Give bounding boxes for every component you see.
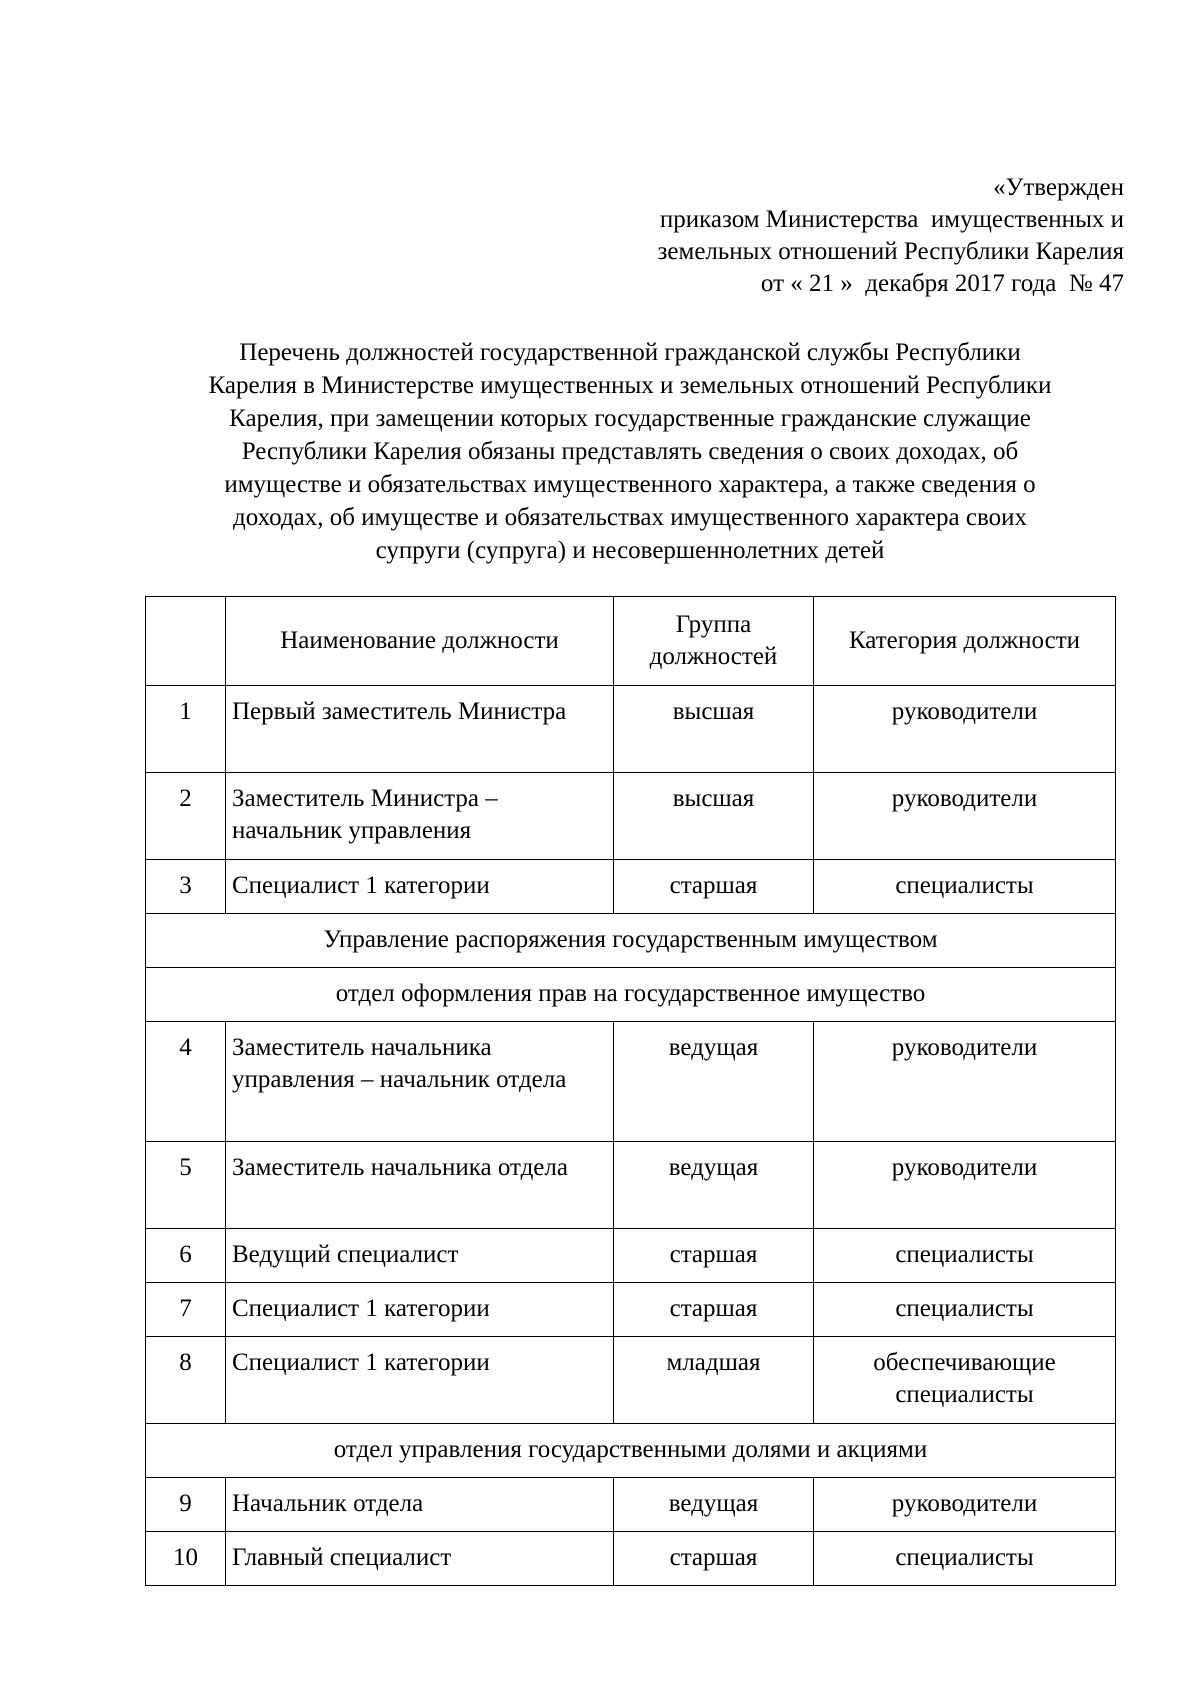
row-group: ведущая xyxy=(614,1478,814,1532)
positions-table xyxy=(145,596,1116,1586)
header-category: Категория должности xyxy=(814,597,1116,686)
row-category: специалисты xyxy=(814,860,1116,914)
section-title: Управление распоряжения государственным имуществом xyxy=(146,914,1116,968)
row-category: руководители xyxy=(814,1478,1116,1532)
table-row xyxy=(146,773,1116,860)
title-line: Карелия, при замещении которых государственные гражданские служащие xyxy=(229,405,1031,432)
title-line: имуществе и обязательствах имущественного характера, а также сведения о xyxy=(224,471,1036,498)
table-row xyxy=(146,1283,1116,1337)
row-num: 10 xyxy=(146,1532,226,1586)
row-group: младшая xyxy=(614,1337,814,1424)
row-group: старшая xyxy=(614,860,814,914)
row-category: обеспечивающие специалисты xyxy=(814,1337,1116,1424)
row-group: ведущая xyxy=(614,1142,814,1229)
section-title: отдел оформления прав на государственное имущество xyxy=(146,968,1116,1022)
section-row xyxy=(146,1424,1116,1478)
approval-line: от « 21 » декабря 2017 года № 47 xyxy=(760,270,1124,297)
row-category: специалисты xyxy=(814,1283,1116,1337)
row-category: руководители xyxy=(814,1022,1116,1142)
row-name: Специалист 1 категории xyxy=(226,860,614,914)
table-row xyxy=(146,1532,1116,1586)
row-name: Заместитель Министра – начальник управления xyxy=(226,773,614,860)
table-row xyxy=(146,1478,1116,1532)
row-name: Специалист 1 категории xyxy=(226,1337,614,1424)
table-row xyxy=(146,1229,1116,1283)
table-row xyxy=(146,1022,1116,1142)
row-num: 3 xyxy=(146,860,226,914)
row-category: руководители xyxy=(814,686,1116,773)
table-row xyxy=(146,1337,1116,1424)
row-group: ведущая xyxy=(614,1022,814,1142)
row-name: Ведущий специалист xyxy=(226,1229,614,1283)
row-category: руководители xyxy=(814,1142,1116,1229)
row-group: высшая xyxy=(614,773,814,860)
approval-line: «Утвержден xyxy=(993,174,1124,201)
row-name: Заместитель начальника управления – начальник отдела xyxy=(226,1022,614,1142)
row-name: Специалист 1 категории xyxy=(226,1283,614,1337)
row-num: 5 xyxy=(146,1142,226,1229)
header-num xyxy=(146,597,226,686)
approval-stamp xyxy=(658,172,1124,300)
row-group: старшая xyxy=(614,1229,814,1283)
title-line: Карелия в Министерстве имущественных и земельных отношений Республики xyxy=(208,372,1052,399)
section-title: отдел управления государственными долями и акциями xyxy=(146,1424,1116,1478)
row-num: 4 xyxy=(146,1022,226,1142)
title-line: Перечень должностей государственной гражданской службы Республики xyxy=(239,339,1021,366)
title-line: супруги (супруга) и несовершеннолетних детей xyxy=(375,537,885,564)
row-name: Заместитель начальника отдела xyxy=(226,1142,614,1229)
row-num: 6 xyxy=(146,1229,226,1283)
approval-line: земельных отношений Республики Карелия xyxy=(657,238,1124,265)
row-group: высшая xyxy=(614,686,814,773)
section-row xyxy=(146,968,1116,1022)
row-num: 2 xyxy=(146,773,226,860)
row-num: 8 xyxy=(146,1337,226,1424)
row-num: 1 xyxy=(146,686,226,773)
header-group: Группа должностей xyxy=(614,597,814,686)
row-name: Начальник отдела xyxy=(226,1478,614,1532)
table-row xyxy=(146,1142,1116,1229)
row-num: 9 xyxy=(146,1478,226,1532)
approval-line: приказом Министерства имущественных и xyxy=(659,206,1124,233)
row-category: руководители xyxy=(814,773,1116,860)
title-line: доходах, об имуществе и обязательствах имущественного характера своих xyxy=(233,504,1027,531)
row-num: 7 xyxy=(146,1283,226,1337)
row-name: Первый заместитель Министра xyxy=(226,686,614,773)
table-row xyxy=(146,686,1116,773)
title-line: Республики Карелия обязаны представлять сведения о своих доходах, об xyxy=(241,438,1019,465)
row-group: старшая xyxy=(614,1283,814,1337)
table-row xyxy=(146,860,1116,914)
row-group: старшая xyxy=(614,1532,814,1586)
table-header-row xyxy=(146,597,1116,686)
header-name: Наименование должности xyxy=(226,597,614,686)
row-name: Главный специалист xyxy=(226,1532,614,1586)
document-title xyxy=(140,336,1120,567)
section-row xyxy=(146,914,1116,968)
row-category: специалисты xyxy=(814,1532,1116,1586)
row-category: специалисты xyxy=(814,1229,1116,1283)
